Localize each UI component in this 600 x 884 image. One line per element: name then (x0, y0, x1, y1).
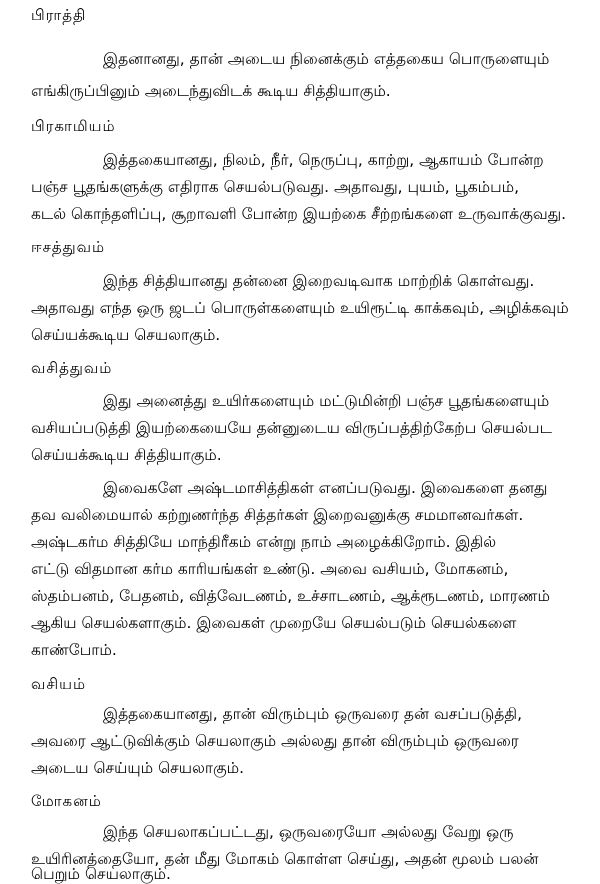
paragraph-line: அவரை ஆட்டுவிக்கும் செயலாகும் அல்லது தான் விரும்பும் ஒருவரை (31, 732, 519, 750)
paragraph-line: அஷ்டகர்ம சித்தியே மாந்திரீகம் என்று நாம் அழைக்கிறோம். இதில் (31, 533, 497, 551)
paragraph-line: கடல் கொந்தளிப்பு, சூறாவளி போன்ற இயற்கை சீற்றங்களை உருவாக்குவது. (31, 205, 567, 223)
paragraph-line: இந்த சித்தியானது தன்னை இறைவடிவாக மாற்றிக் கொள்வது. (103, 272, 535, 290)
paragraph-line: இத்தகையானது, நிலம், நீர், நெருப்பு, காற்று, ஆகாயம் போன்ற (103, 151, 544, 169)
paragraph-line: எங்கிருப்பினும் அடைந்துவிடக் கூடிய சித்தியாகும். (31, 82, 391, 100)
paragraph-line: அடைய செய்யும் செயலாகும். (31, 759, 245, 777)
paragraph-line: இத்தகையானது, தான் விரும்பும் ஒருவரை தன் வசப்படுத்தி, (103, 705, 523, 723)
paragraph-line: பெறும் செயலாகும். (31, 865, 171, 883)
paragraph-line: தவ வலிமையால் கற்றுணர்ந்த சித்தர்கள் இறைவனுக்கு சமமானவர்கள். (31, 506, 524, 524)
paragraph-line: ஸ்தம்பனம், பேதனம், வித்வேடணம், உச்சாடணம், ஆக்ரூடணம், மாரணம் (31, 587, 550, 605)
paragraph-line: பஞ்ச பூதங்களுக்கு எதிராக செயல்படுவது. அதாவது, புயம், பூகம்பம், (31, 178, 520, 196)
paragraph-line: ஆகிய செயல்களாகும். இவைகள் முறையே செயல்படும் செயல்களை (31, 614, 517, 632)
paragraph-line: வசியப்படுத்தி இயற்கையையே தன்னுடைய விருப்பத்திற்கேற்ப செயல்பட (31, 419, 552, 437)
paragraph-line: காண்போம். (31, 641, 117, 659)
paragraph-line: செய்யக்கூடிய சித்தியாகும். (31, 446, 222, 464)
text-segment: இதனானது, தான் அடைய நினைக்கும் எத்தகைய பொருளையும் (103, 50, 550, 68)
paragraph-line: இந்த செயலாகப்பட்டது, ஒருவரையோ அல்லது வேறு ஒரு (103, 823, 514, 841)
section-heading: பிராத்தி (31, 6, 87, 24)
section-heading: மோகனம் (31, 792, 102, 810)
paragraph-line: எட்டு விதமான கர்ம காரியங்கள் உண்டு. அவை வசியம், மோகனம், (31, 560, 509, 578)
section-heading: பிரகாமியம் (31, 117, 116, 135)
section-heading: வசியம் (31, 675, 87, 693)
section-heading: ஈசத்துவம் (31, 238, 106, 256)
paragraph-line: உயிரினத்தையோ, தன் மீது மோகம் கொள்ள செய்து, அதன் மூலம் பலன் (31, 850, 539, 868)
paragraph-line: இவைகளே அஷ்டமாசித்திகள் எனப்படுவது. இவைகளை தனது (103, 479, 548, 497)
paragraph-line: இது அனைத்து உயிர்களையும் மட்டுமின்றி பஞ்ச பூதங்களையும் (103, 392, 550, 410)
section-heading: வசித்துவம் (31, 359, 113, 377)
paragraph-line: செய்யக்கூடிய செயலாகும். (31, 326, 221, 344)
paragraph-line (103, 49, 579, 69)
paragraph-line: அதாவது எந்த ஒரு ஜடப் பொருள்களையும் உயிரூட்டி காக்கவும், அழிக்கவும் (31, 299, 569, 317)
